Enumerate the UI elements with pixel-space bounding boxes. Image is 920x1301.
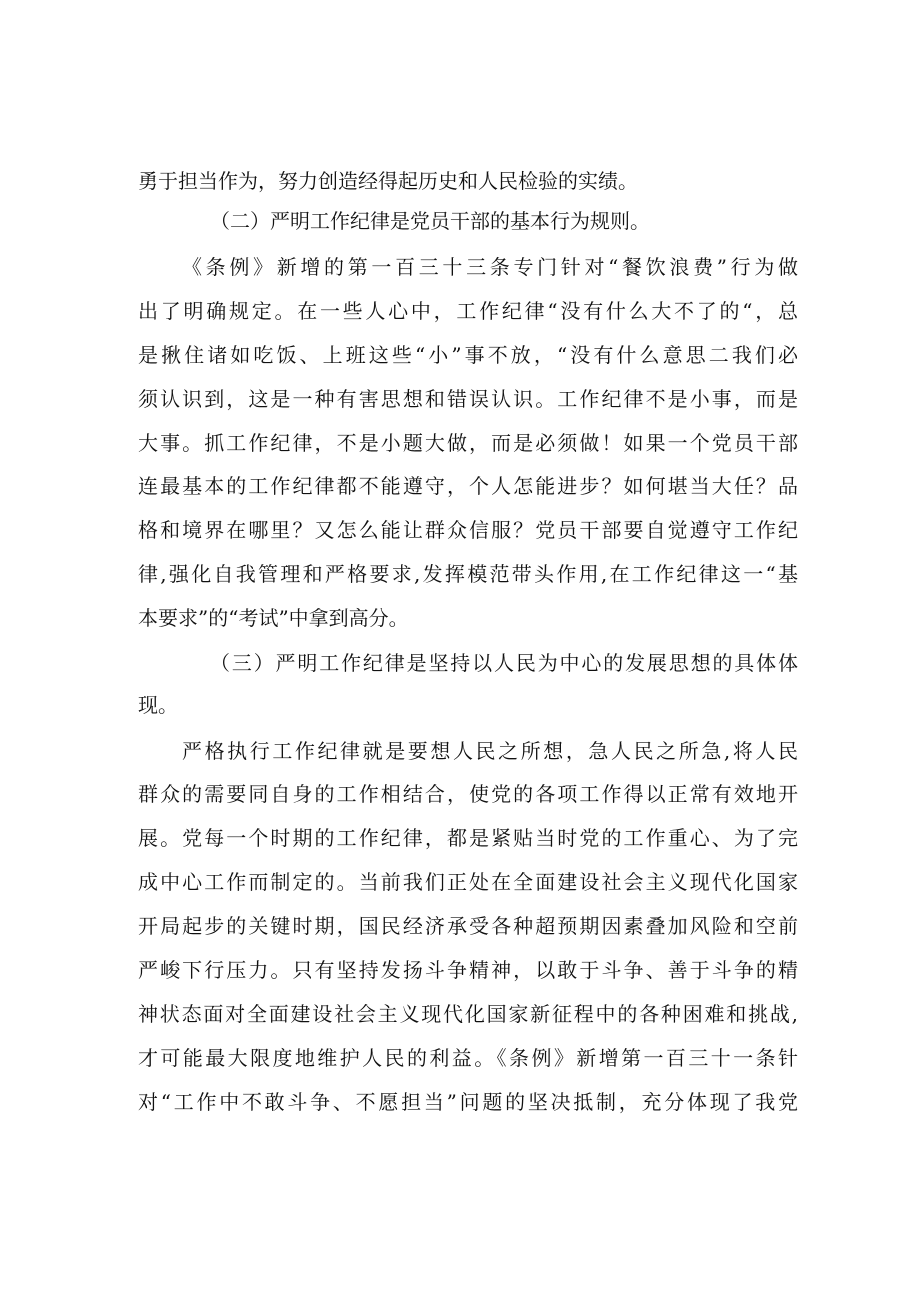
text-line-21: 才可能最大限度地维护人民的利益。《条例》新增第一百三十一条针 — [138, 1046, 798, 1070]
text-line-8: 连最基本的工作纪律都不能遵守，个人怎能进步？如何堪当大任？品 — [138, 474, 798, 498]
text-line-7: 大事。抓工作纪律，不是小题大做，而是必须做！如果一个党员干部 — [138, 431, 798, 455]
text-line-4: 出了明确规定。在一些人心中，工作纪律“没有什么大不了的“，总 — [138, 299, 798, 323]
text-line-17: 成中心工作而制定的。当前我们正处在全面建设社会主义现代化国家 — [138, 870, 798, 894]
text-line-14: 严格执行工作纪律就是要想人民之所想，急人民之所急,将人民 — [182, 739, 798, 763]
text-line-16: 展。党每一个时期的工作纪律，都是紧贴当时党的工作重心、为了完 — [138, 826, 798, 850]
text-line-1: 勇于担当作为，努力创造经得起历史和人民检验的实绩。 — [138, 169, 638, 193]
text-line-10: 律,强化自我管理和严格要求,发挥模范带头作用,在工作纪律这一“基 — [138, 562, 798, 586]
text-line-3: 《条例》新增的第一百三十三条专门针对“餐饮浪费”行为做 — [182, 255, 798, 279]
text-line-19: 严峻下行压力。只有坚持发扬斗争精神，以敢于斗争、善于斗争的精 — [138, 958, 798, 982]
text-line-13: 现。 — [138, 693, 178, 717]
text-line-5: 是揪住诸如吃饭、上班这些“小”事不放，“没有什么意思二我们必 — [138, 343, 798, 367]
text-line-18: 开局起步的关键时期，国民经济承受各种超预期因素叠加风险和空前 — [138, 914, 798, 938]
text-line-11: 本要求”的“考试”中拿到高分。 — [138, 606, 409, 630]
section-heading-2: （二）严明工作纪律是党员干部的基本行为规则。 — [210, 209, 650, 233]
section-heading-3: （三）严明工作纪律是坚持以人民为中心的发展思想的具体体 — [210, 651, 798, 675]
text-line-20: 神状态面对全面建设社会主义现代化国家新征程中的各种困难和挑战, — [138, 1002, 798, 1026]
text-line-15: 群众的需要同自身的工作相结合，使党的各项工作得以正常有效地开 — [138, 782, 798, 806]
text-line-6: 须认识到，这是一种有害思想和错误认识。工作纪律不是小事，而是 — [138, 387, 798, 411]
text-line-9: 格和境界在哪里？又怎么能让群众信服？党员干部要自觉遵守工作纪 — [138, 518, 798, 542]
text-line-22: 对“工作中不敢斗争、不愿担当”问题的坚决抵制，充分体现了我党 — [138, 1090, 798, 1114]
